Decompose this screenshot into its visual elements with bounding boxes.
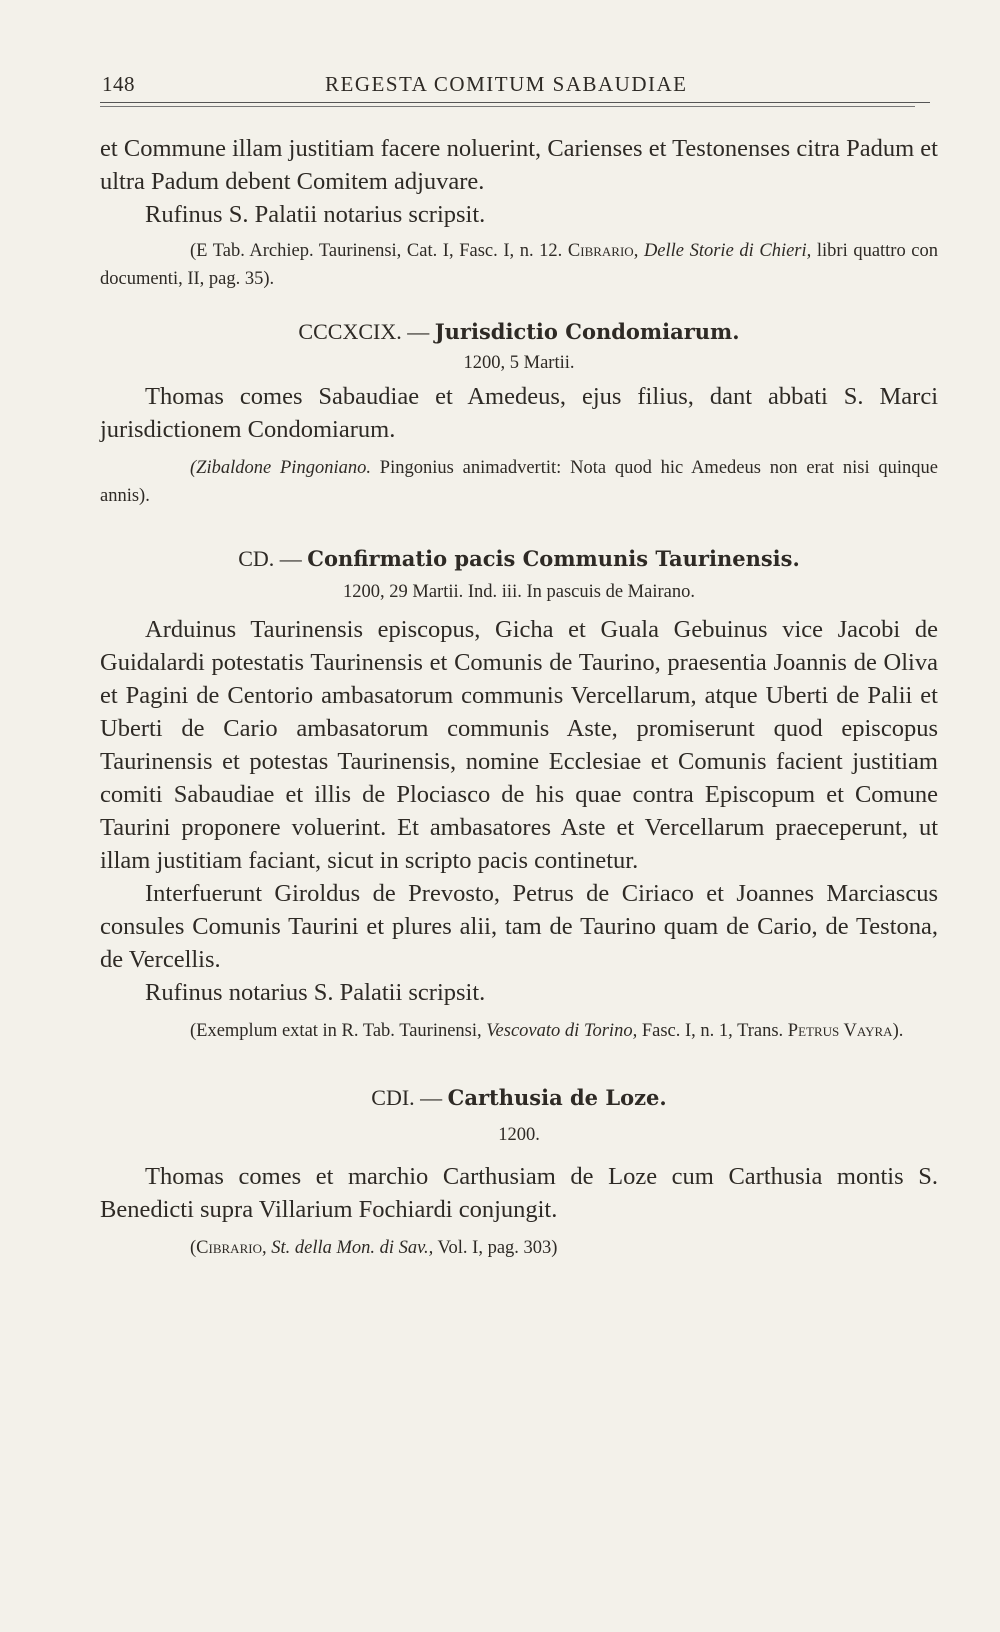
source-title: Delle Storie di Chieri, [643, 241, 812, 261]
continued-text: et Commune illam justitiam facere noluerint, Carienses et Testonenses citra Padum et ultra Padum debent Comitem adjuvare. [100, 135, 938, 195]
entry-source-401: (Cibrario, St. della Mon. di Sav., Vol. I, pag. 303) [190, 1238, 558, 1258]
running-header [100, 62, 938, 98]
entry-signature-400: Rufinus notarius S. Palatii scripsit. [145, 979, 486, 1006]
running-title: REGESTA COMITUM SABAUDIAE [325, 72, 688, 96]
entry-source-399: (Zibaldone Pingoniano. Pingonius animadvertit: Nota quod hic Amedeus non erat nisi quinque annis). [100, 458, 939, 506]
page-number: 148 [102, 72, 135, 96]
source-author: Cibrario, [567, 241, 639, 261]
entry-heading-401: CDI. — Carthusia de Loze. [371, 1085, 667, 1110]
entry-text-399: Thomas comes Sabaudiae et Amedeus, ejus filius, dant abbati S. Marci jurisdictionem Condomiarum. [100, 383, 938, 443]
entry-heading-400: CD. — Confirmatio pacis Communis Taurinensis. [238, 546, 800, 571]
entry-date-400: 1200, 29 Martii. Ind. iii. In pascuis de Mairano. [343, 582, 695, 602]
header-rule [100, 102, 930, 103]
page-body [100, 132, 938, 1262]
entry-title-400: Confirmatio pacis Communis Taurinensis. [307, 546, 800, 571]
entry-date-401: 1200. [498, 1125, 540, 1145]
entry-date-399: 1200, 5 Martii. [463, 353, 575, 373]
entry-heading-399: CCCXCIX. — Jurisdictio Condomiarum. [298, 319, 740, 344]
continued-signature: Rufinus S. Palatii notarius scripsit. [145, 201, 486, 228]
continued-source: (E Tab. Archiep. Taurinensi, Cat. I, Fasc. I, n. 12. Cibrario, Delle Storie di Chieri, libri quattro con documenti, II, pag. 35). [100, 241, 939, 289]
entry-text2-400: Interfuerunt Giroldus de Prevosto, Petrus de Ciriaco et Joannes Marciascus consules Comunis Taurini et plures alii, tam de Taurino quam de Cario, de Testona, de Vercellis. [100, 880, 938, 973]
entry-text-400: Arduinus Taurinensis episcopus, Gicha et Guala Gebuinus vice Jacobi de Guidalardi potestatis Taurinensis et Comunis de Taurino, praesentia Joannis de Oliva et Pagini de Centorio ambasatorum communis Vercellarum, atque Uberti de Palii et Uberti de Cario ambasatorum communis Aste, promiserunt quod episcopus Taurinensis et potestas Taurinensis, nomine Ecclesiae et Comunis facient justitiam comiti Sabaudiae et illis de Plociasco de his quae contra Episcopum et Comune Taurini proponere voluerint. Et ambasatores Aste et Vercellarum praeceperunt, ut illam justitiam faciant, sicut in scripto pacis continetur. [100, 616, 938, 874]
page [100, 62, 939, 1258]
header-rule-secondary [100, 106, 915, 107]
entry-text-401: Thomas comes et marchio Carthusiam de Loze cum Carthusia montis S. Benedicti supra Villarium Fochiardi conjungit. [100, 1163, 938, 1223]
entry-source-400: (Exemplum extat in R. Tab. Taurinensi, Vescovato di Torino, Fasc. I, n. 1, Trans. Petrus Vayra). [190, 1021, 904, 1041]
entry-title-401: Carthusia de Loze. [447, 1085, 667, 1110]
entry-title-399: Jurisdictio Condomiarum. [434, 319, 740, 344]
